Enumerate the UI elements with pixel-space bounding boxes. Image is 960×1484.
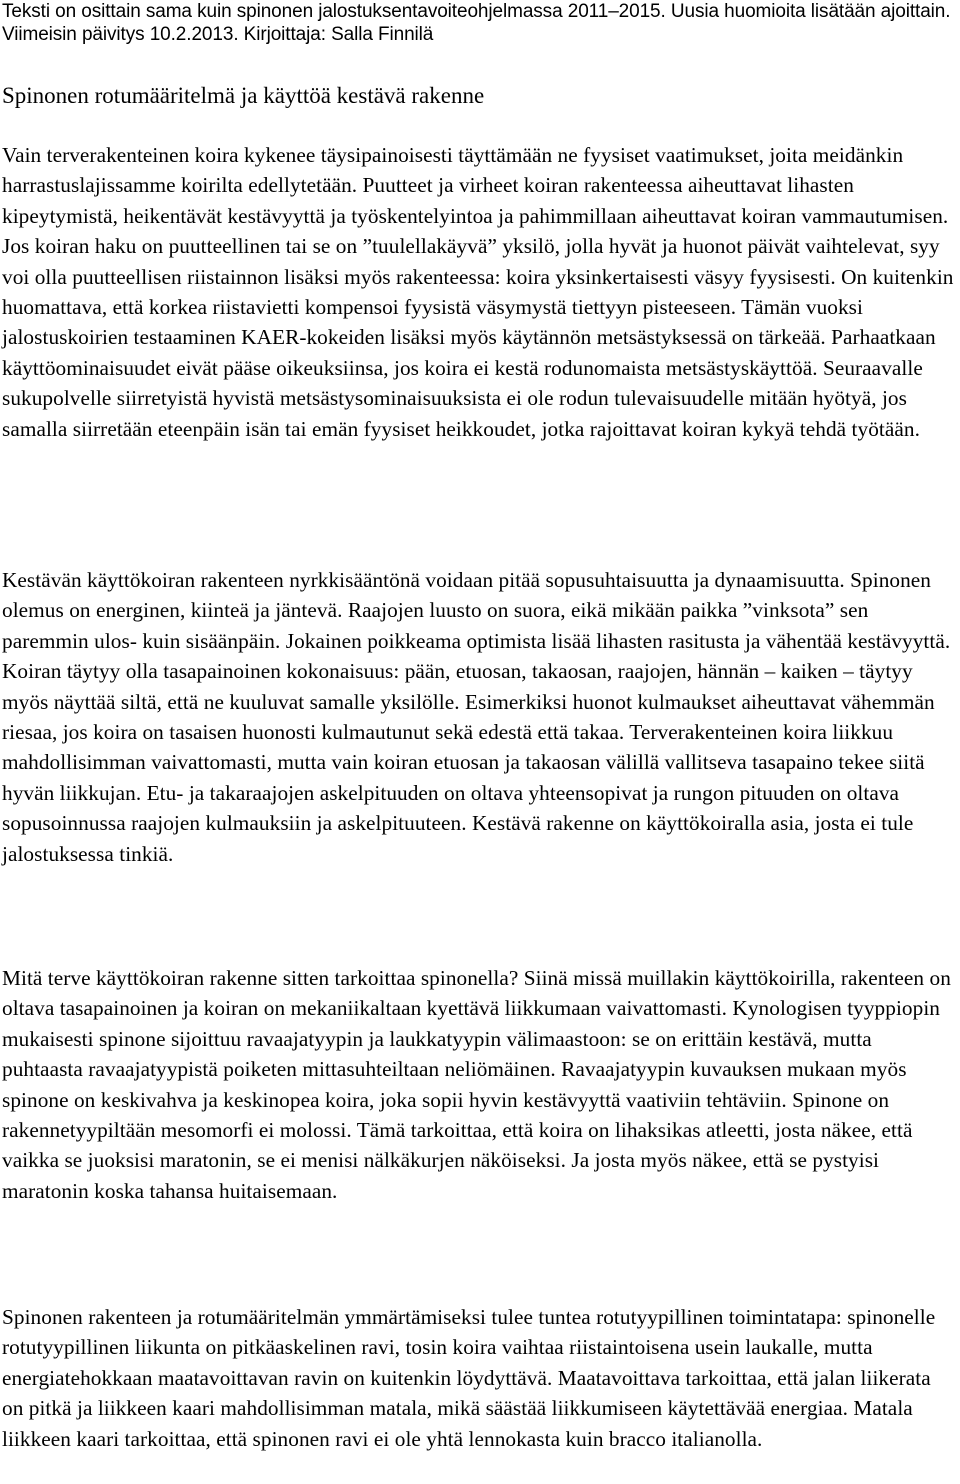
paragraph: Mitä terve käyttökoiran rakenne sitten tarkoittaa spinonella? Siinä missä muillakin käyttökoirilla, rakenteen on oltava tasapainoinen ja koiran on mekaniikaltaan kyettävä liikkumaan vaivattomasti. Kynologisen tyyppiopin mukaisesti spinone sijoittuu ravaajatyypin ja laukkatyypin välimaastoon: se on erittäin kestävä, mutta puhtaasta ravaajatyypistä poiketen mittasuhteiltaan neliömäinen. Ravaajatyypin kuvauksen mukaan myös spinone on keskivahva ja keskinopea koira, joka sopii hyvin kestävyyttä vaativiin tehtäviin. Spinone on rakennetyypiltään mesomorfi ei molossi. Tämä tarkoittaa, että koira on lihaksikas atleetti, josta näkee, että vaikka se juoksisi maratonin, se ei menisi nälkäkurjen näköiseksi. Ja josta myös näkee, että se pystyisi maratonin koska tahansa huitaisemaan. bbox=[2, 966, 951, 1203]
paragraph: Vain terverakenteinen koira kykenee täysipainoisesti täyttämään ne fyysiset vaatimukset, joita meidänkin harrastuslajissamme koirilta edellytetään. Puutteet ja virheet koiran rakenteessa aiheuttavat lihasten kipeytymistä, heikentävät kestävyyttä ja työskentelyintoa ja pahimmillaan aiheuttavat koiran vammautumisen. Jos koiran haku on puutteellinen tai se on ”tuulellakäyvä” yksilö, jolla hyvät ja huonot päivät vaihtelevat, syy voi olla puutteellisen riistainnon lisäksi myös rakenteessa: koira yksinkertaisesti väsyy fyysisesti. On kuitenkin huomattava, että korkea riistavietti kompensoi fyysistä väsymystä tiettyyn pisteeseen. Tämän vuoksi jalostuskoirien testaaminen KAER-kokeiden lisäksi myös käytännön metsästyksessä on tärkeää. Parhaatkaan käyttöominaisuudet eivät pääse oikeuksiinsa, jos koira ei kestä rodunomaista metsästyskäyttöä. Seuraavalle sukupolvelle siirretyistä hyvistä metsästysominaisuuksista ei ole rodun tulevaisuudelle mitään hyötyä, jos samalla siirretään eteenpäin isän tai emän fyysiset heikkoudet, jotka rajoittavat koiran kykyä tehdä työtään. bbox=[2, 143, 954, 441]
header-note: Teksti on osittain sama kuin spinonen jalostuksentavoiteohjelmassa 2011–2015. Uusia huomioita lisätään ajoittain. Viimeisin päivitys 10.2.2013. Kirjoittaja: Salla Finnilä bbox=[2, 1, 951, 45]
page-title: Spinonen rotumääritelmä ja käyttöä kestävä rakenne bbox=[2, 83, 485, 108]
paragraph: Kestävän käyttökoiran rakenteen nyrkkisääntönä voidaan pitää sopusuhtaisuutta ja dynaamisuutta. Spinonen olemus on energinen, kiinteä ja jäntevä. Raajojen luusto on suora, eikä mikään paikka ”vinksota” sen paremmin ulos- kuin sisäänpäin. Jokainen poikkeama optimista lisää lihasten rasitusta ja vähentää kestävyyttä. Koiran täytyy olla tasapainoinen kokonaisuus: pään, etuosan, takaosan, raajojen, hännän – kaiken – täytyy myös näyttää siltä, että ne kuuluvat samalle yksilölle. Esimerkiksi huonot kulmaukset aiheuttavat vähemmän riesaa, jos koira on tasaisen huonosti kulmautunut sekä edestä että takaa. Terverakenteinen koira liikkuu mahdollisimman vaivattomasti, mutta vain koiran etuosan ja takaosan välillä vallitseva tasapaino tekee siitä hyvän liikkujan. Etu- ja takaraajojen askelpituuden on oltava yhteensopivat ja rungon pituuden on oltava sopusoinnussa raajojen kulmauksiin ja askelpituuteen. Kestävä rakenne on käyttökoiralla asia, josta ei tule jalostuksessa tinkiä. bbox=[2, 568, 951, 866]
paragraph: Spinonen rakenteen ja rotumääritelmän ymmärtämiseksi tulee tuntea rotutyypillinen toimintatapa: spinonelle rotutyypillinen liikunta on pitkäaskelinen ravi, tosin koira vaihtaa riistaintoisena usein laukalle, mutta energiatehokkaan maatavoittavan ravin on kuitenkin löydyttävä. Maatavoittava tarkoittaa, että jalan liikerata on pitkä ja liikkeen kaari mahdollisimman matala, mikä säästää liikkumiseen käytettävää energiaa. Matala liikkeen kaari tarkoittaa, että spinonen ravi ei ole yhtä lennokasta kuin bracco italianolla. bbox=[2, 1305, 936, 1451]
